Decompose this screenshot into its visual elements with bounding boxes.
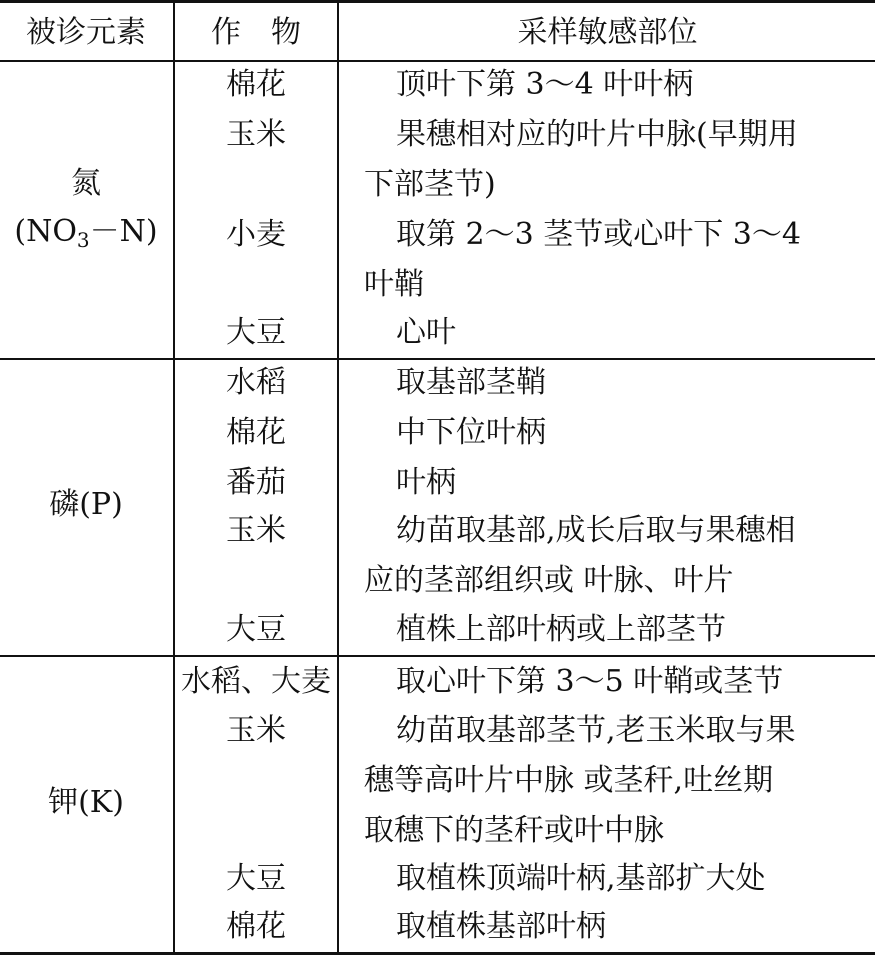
crop-cell: 玉米 bbox=[226, 713, 286, 748]
header-site: 采样敏感部位 bbox=[517, 15, 698, 50]
crop-cell: 大豆 bbox=[226, 612, 286, 647]
site-cell: 叶柄 bbox=[396, 465, 456, 500]
site-cell: 取植株基部叶柄 bbox=[396, 909, 606, 944]
element-potassium: 钾(K) bbox=[48, 785, 124, 820]
header-element: 被诊元素 bbox=[26, 15, 146, 50]
crop-cell: 棉花 bbox=[226, 67, 286, 102]
element-nitrogen-name: 氮 bbox=[71, 166, 101, 201]
crop-cell: 小麦 bbox=[226, 217, 286, 252]
site-cell: 幼苗取基部茎节,老玉米取与果 穗等高叶片中脉 或茎秆,吐丝期 取穗下的茎秆或叶中脉 bbox=[364, 713, 796, 848]
header-crop: 作 物 bbox=[211, 15, 301, 50]
crop-cell: 玉米 bbox=[226, 513, 286, 548]
element-phosphorus: 磷(P) bbox=[49, 487, 123, 522]
site-cell: 顶叶下第 3～4 叶叶柄 bbox=[396, 67, 694, 102]
crop-cell: 水稻 bbox=[226, 365, 286, 400]
site-cell: 植株上部叶柄或上部茎节 bbox=[396, 612, 726, 647]
bottom-rule bbox=[0, 952, 875, 955]
crop-cell: 棉花 bbox=[226, 909, 286, 944]
site-cell: 幼苗取基部,成长后取与果穗相 应的茎部组织或 叶脉、叶片 bbox=[364, 513, 796, 598]
crop-cell: 棉花 bbox=[226, 415, 286, 450]
column-divider-1 bbox=[173, 0, 175, 955]
site-cell: 果穗相对应的叶片中脉(早期用 下部茎节) bbox=[364, 117, 798, 202]
column-divider-2 bbox=[337, 0, 339, 955]
site-cell: 取植株顶端叶柄,基部扩大处 bbox=[396, 861, 766, 896]
site-cell: 取第 2～3 茎节或心叶下 3～4 叶鞘 bbox=[364, 217, 801, 302]
element-nitrogen bbox=[0, 160, 172, 258]
top-rule bbox=[0, 0, 875, 3]
element-nitrogen-formula: $(NO_3-N)$ bbox=[14, 214, 158, 252]
crop-cell: 水稻、大麦 bbox=[181, 664, 331, 699]
site-cell: 取心叶下第 3～5 叶鞘或茎节 bbox=[396, 664, 784, 699]
crop-cell: 玉米 bbox=[226, 117, 286, 152]
crop-cell: 番茄 bbox=[226, 465, 286, 500]
site-cell: 取基部茎鞘 bbox=[396, 365, 546, 400]
crop-cell: 大豆 bbox=[226, 315, 286, 350]
site-cell: 心叶 bbox=[396, 315, 456, 350]
crop-cell: 大豆 bbox=[226, 861, 286, 896]
site-cell: 中下位叶柄 bbox=[396, 415, 546, 450]
